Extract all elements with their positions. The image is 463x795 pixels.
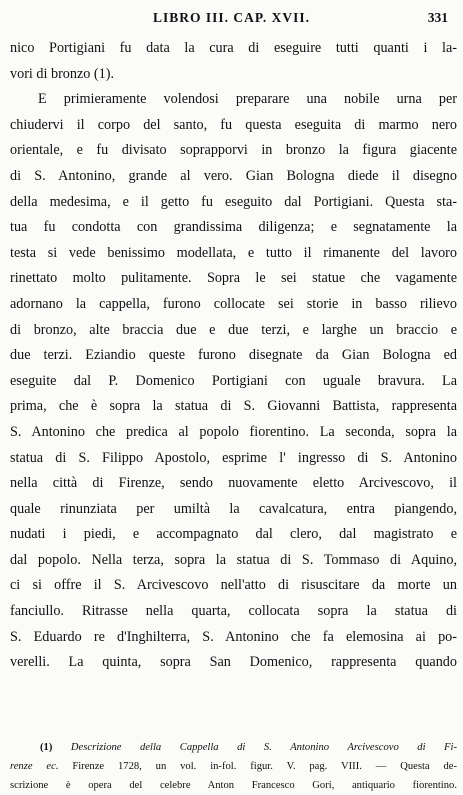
text-line: adornano la cappella, furono collocate sei storie in basso rilievo — [10, 295, 457, 312]
footnote-line — [10, 738, 457, 757]
running-title: LIBRO III. CAP. XVII. — [152, 10, 311, 25]
text-line: prima, che è sopra la statua di S. Giovanni Battista, rappresenta — [10, 398, 457, 415]
footnote — [10, 738, 457, 795]
text-line: di S. Antonino, grande al vero. Gian Bologna diede il disegno — [10, 167, 457, 184]
text-line: nico Portigiani fu data la cura di eseguire tutti quanti i la- — [10, 40, 457, 56]
text-line: tua fu condotta con grandissima diligenza; e segnatamente la — [10, 219, 457, 236]
text-line: della medesima, e il getto fu eseguito dal Portigiani. Questa sta- — [10, 193, 457, 210]
footnote-marker: (1) — [40, 742, 53, 753]
text-line: ci si offre il S. Arcivescovo nell'atto di risuscitare da morte un — [10, 577, 457, 594]
text-line: di bronzo, alte braccia due e due terzi, e larghe un braccio e — [10, 321, 457, 338]
text-line: vori di bronzo (1). — [10, 65, 115, 82]
text-line: nudati i piedi, e accompagnato dal clero, dal magistrato e — [10, 526, 457, 543]
text-line: E primieramente volendosi preparare una nobile urna per — [38, 91, 457, 108]
text-line: S. Antonino che predica al popolo fiorentino. La seconda, sopra la — [10, 423, 457, 440]
page-header — [0, 10, 463, 28]
text-line: nella città di Firenze, sendo nuovamente eletto Arcivescovo, il — [10, 475, 457, 492]
footnote-citation: Firenze 1728, un vol. in-fol. figur. V. pag. VIII. — Questa de- — [58, 761, 457, 772]
text-line: testa si vede benissimo modellata, e tutto il rimanente del lavoro — [10, 244, 457, 261]
text-line: rinettato molto pulitamente. Sopra le sei statue che vagamente — [10, 270, 457, 287]
text-line: S. Eduardo re d'Inghilterra, S. Antonino che fa elemosina ai po- — [10, 628, 457, 645]
text-line: fanciullo. Ritrasse nella quarta, collocata sopra la statua di — [10, 603, 457, 620]
body-text — [10, 36, 457, 676]
footnote-title-end: renze ec. — [10, 761, 59, 772]
text-line: orientale, e fu divisato soprapporvi in bronzo la figura giacente — [10, 142, 457, 159]
text-line: statua di S. Filippo Apostolo, esprime l' ingresso di S. Antonino — [10, 449, 457, 466]
text-line: dal popolo. Nella terza, sopra la statua di S. Tommaso di Aquino, — [10, 551, 457, 568]
text-line: verelli. La quinta, sopra San Domenico, rappresenta quando — [10, 654, 457, 671]
text-line: due terzi. Eziandio queste furono disegnate da Gian Bologna ed — [10, 347, 457, 364]
text-line: eseguite dal P. Domenico Portigiani con uguale bravura. La — [10, 372, 457, 389]
footnote-line: scrizione è opera del celebre Anton Francesco Gori, antiquario fiorentino. — [10, 780, 457, 791]
page-number: 331 — [427, 10, 448, 25]
footnote-title: Descrizione della Cappella di S. Antonino Arcivescovo di Fi- — [70, 742, 457, 753]
footnote-line — [10, 757, 457, 776]
text-line: chiudervi il corpo del santo, fu questa eseguita di marmo nero — [10, 116, 457, 133]
text-line: quale rinunziata per umiltà la cavalcatura, entra piangendo, — [10, 500, 457, 517]
